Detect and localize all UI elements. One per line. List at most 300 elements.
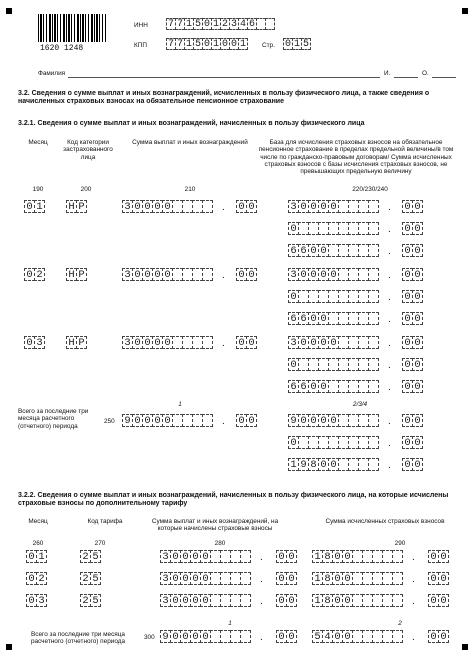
base-kop-field[interactable] (402, 290, 422, 303)
char-cell[interactable]: 2 (80, 594, 91, 607)
char-cell[interactable]: 0 (328, 200, 339, 213)
char-cell[interactable]: 0 (332, 594, 343, 607)
char-cell[interactable]: 0 (180, 572, 191, 585)
char-cell[interactable]: 1 (288, 458, 299, 471)
char-cell[interactable]: Р (76, 200, 87, 213)
amount-kop-field[interactable] (276, 572, 296, 585)
char-cell[interactable]: 3 (230, 19, 237, 30)
char-cell[interactable]: 0 (286, 572, 297, 585)
char-cell[interactable]: 0 (328, 458, 339, 471)
category-code-field[interactable] (66, 268, 86, 281)
contribution-kop-field[interactable] (428, 572, 448, 585)
char-cell[interactable]: 0 (152, 336, 163, 349)
total-base-kop-field[interactable] (402, 436, 422, 449)
char-cell[interactable] (240, 630, 251, 643)
barcode (38, 14, 106, 42)
char-cell[interactable]: 0 (438, 572, 449, 585)
char-cell[interactable] (368, 268, 379, 281)
amount-kop-field[interactable] (236, 268, 256, 281)
char-cell[interactable]: 3 (288, 200, 299, 213)
decimal-point: . (222, 338, 225, 349)
char-cell[interactable]: 0 (332, 550, 343, 563)
base-field[interactable] (288, 358, 378, 371)
char-cell[interactable]: 0 (342, 630, 353, 643)
char-cell[interactable]: 0 (170, 630, 181, 643)
char-cell[interactable]: 0 (298, 336, 309, 349)
char-cell[interactable]: 0 (276, 550, 287, 563)
char-cell[interactable]: 0 (402, 222, 413, 235)
surname-line[interactable] (68, 77, 380, 78)
char-cell[interactable]: 0 (200, 550, 211, 563)
char-cell[interactable]: 5 (194, 39, 201, 50)
char-cell[interactable] (392, 594, 403, 607)
char-cell[interactable]: 0 (412, 380, 423, 393)
base-field[interactable] (288, 268, 378, 281)
char-cell[interactable]: 0 (180, 550, 191, 563)
char-cell[interactable]: 0 (308, 336, 319, 349)
char-cell[interactable]: 0 (236, 336, 247, 349)
total2-contrib-kop[interactable] (428, 630, 448, 643)
char-cell[interactable] (392, 572, 403, 585)
char-cell[interactable]: 0 (428, 550, 439, 563)
char-cell[interactable]: 0 (412, 312, 423, 325)
char-cell[interactable]: 0 (288, 436, 299, 449)
char-cell[interactable]: 5 (90, 572, 101, 585)
char-cell[interactable]: 3 (160, 550, 171, 563)
base-field[interactable] (288, 200, 378, 213)
char-cell[interactable]: 0 (142, 268, 153, 281)
char-cell[interactable]: 0 (342, 594, 353, 607)
contribution-field[interactable] (312, 550, 402, 563)
base-kop-field[interactable] (402, 358, 422, 371)
char-cell[interactable]: 0 (328, 414, 339, 427)
char-cell[interactable]: 0 (286, 594, 297, 607)
char-cell[interactable]: 9 (122, 414, 133, 427)
char-cell[interactable]: 2 (80, 572, 91, 585)
char-cell[interactable]: 0 (402, 458, 413, 471)
char-cell[interactable]: 0 (286, 630, 297, 643)
char-cell[interactable]: 0 (318, 312, 329, 325)
char-cell[interactable]: Н (66, 268, 77, 281)
amount-field[interactable] (122, 200, 212, 213)
char-cell[interactable]: 0 (230, 39, 237, 50)
char-cell[interactable]: 0 (276, 572, 287, 585)
char-cell[interactable] (392, 550, 403, 563)
char-cell[interactable]: 0 (284, 39, 291, 50)
char-cell[interactable]: 0 (298, 414, 309, 427)
char-cell[interactable]: 0 (412, 268, 423, 281)
char-cell[interactable]: 0 (318, 268, 329, 281)
char-cell[interactable]: 0 (246, 268, 257, 281)
char-cell[interactable] (368, 336, 379, 349)
char-cell[interactable]: 3 (36, 594, 47, 607)
char-cell[interactable]: 2 (36, 572, 47, 585)
page-label: Стр. (262, 42, 275, 49)
char-cell[interactable]: 0 (412, 200, 423, 213)
category-code-field[interactable] (66, 200, 86, 213)
char-cell[interactable] (368, 414, 379, 427)
base-kop-field[interactable] (402, 380, 422, 393)
char-cell[interactable]: 0 (152, 200, 163, 213)
char-cell[interactable]: 0 (428, 572, 439, 585)
base-field[interactable] (288, 380, 378, 393)
char-cell[interactable]: 0 (276, 630, 287, 643)
char-cell[interactable]: 6 (298, 244, 309, 257)
char-cell[interactable]: 0 (200, 630, 211, 643)
char-cell[interactable] (368, 290, 379, 303)
char-cell[interactable]: 7 (176, 19, 183, 30)
char-cell[interactable]: 0 (438, 594, 449, 607)
base-kop-field[interactable] (402, 222, 422, 235)
char-cell[interactable]: 0 (190, 594, 201, 607)
char-cell[interactable]: 0 (203, 39, 210, 50)
amount-field[interactable] (160, 594, 250, 607)
char-cell[interactable]: 0 (308, 414, 319, 427)
base-field[interactable] (288, 244, 378, 257)
base-field[interactable] (288, 290, 378, 303)
total2-amount-kop[interactable] (276, 630, 296, 643)
char-cell[interactable]: 3 (288, 336, 299, 349)
char-cell[interactable]: 1 (312, 550, 323, 563)
char-cell[interactable] (368, 458, 379, 471)
char-cell[interactable]: 0 (342, 550, 353, 563)
char-cell[interactable]: 0 (24, 336, 35, 349)
char-cell[interactable] (202, 200, 213, 213)
char-cell[interactable]: 0 (246, 336, 257, 349)
char-cell[interactable]: 0 (412, 336, 423, 349)
amount-kop-field[interactable] (276, 594, 296, 607)
total-base-kop-field[interactable] (402, 458, 422, 471)
char-cell[interactable]: 3 (288, 268, 299, 281)
corner-marker (462, 644, 468, 650)
char-cell[interactable]: 0 (438, 630, 449, 643)
char-cell[interactable]: 0 (236, 268, 247, 281)
base-kop-field[interactable] (402, 268, 422, 281)
char-cell[interactable]: 0 (132, 268, 143, 281)
char-cell[interactable]: 0 (318, 336, 329, 349)
char-cell[interactable]: 0 (200, 572, 211, 585)
char-cell[interactable]: 0 (402, 312, 413, 325)
char-cell[interactable]: 3 (122, 336, 133, 349)
amount-field[interactable] (122, 268, 212, 281)
char-cell[interactable]: 0 (318, 200, 329, 213)
amount-kop-field[interactable] (236, 336, 256, 349)
decimal-point: . (222, 202, 225, 213)
char-cell[interactable] (368, 312, 379, 325)
char-cell[interactable]: 0 (308, 244, 319, 257)
month-field[interactable] (24, 336, 44, 349)
char-cell[interactable]: Н (66, 200, 77, 213)
total-3-2-2-code: 300 (144, 634, 155, 641)
page-number-field[interactable] (283, 38, 310, 50)
initial2-line[interactable] (432, 77, 456, 78)
char-cell[interactable]: 0 (298, 268, 309, 281)
char-cell[interactable]: 9 (298, 458, 309, 471)
total-base-field[interactable] (288, 414, 378, 427)
month-field[interactable] (24, 200, 44, 213)
amount-field[interactable] (160, 550, 250, 563)
char-cell[interactable]: 1 (312, 572, 323, 585)
total2-col1-mark: 1 (228, 620, 232, 627)
char-cell[interactable]: 0 (412, 414, 423, 427)
char-cell[interactable]: 1 (36, 550, 47, 563)
tariff-code-field[interactable] (80, 572, 100, 585)
char-cell[interactable] (240, 572, 251, 585)
amount-kop-field[interactable] (276, 550, 296, 563)
month-field[interactable] (26, 594, 46, 607)
contribution-kop-field[interactable] (428, 550, 448, 563)
contribution-field[interactable] (312, 572, 402, 585)
char-cell[interactable]: 0 (402, 268, 413, 281)
char-cell[interactable]: 8 (322, 550, 333, 563)
char-cell[interactable]: 0 (402, 436, 413, 449)
char-cell[interactable] (368, 244, 379, 257)
char-cell[interactable]: 0 (276, 594, 287, 607)
tariff-code-field[interactable] (80, 594, 100, 607)
char-cell[interactable]: 8 (322, 572, 333, 585)
decimal-point: . (412, 574, 415, 585)
char-cell[interactable]: 0 (152, 414, 163, 427)
char-cell[interactable]: 0 (318, 244, 329, 257)
base-field[interactable] (288, 312, 378, 325)
base-kop-field[interactable] (402, 244, 422, 257)
contribution-field[interactable] (312, 594, 402, 607)
char-cell[interactable] (240, 550, 251, 563)
amount-kop-field[interactable] (236, 200, 256, 213)
char-cell[interactable]: 0 (402, 244, 413, 257)
char-cell[interactable]: 0 (318, 458, 329, 471)
base-kop-field[interactable] (402, 200, 422, 213)
char-cell[interactable]: 2 (80, 550, 91, 563)
char-cell[interactable] (368, 380, 379, 393)
char-cell[interactable]: 0 (132, 336, 143, 349)
char-cell[interactable]: 0 (203, 19, 210, 30)
char-cell[interactable]: 0 (402, 414, 413, 427)
char-cell[interactable]: 0 (428, 630, 439, 643)
char-cell[interactable]: 4 (239, 19, 246, 30)
char-cell[interactable]: 0 (402, 358, 413, 371)
decimal-point: . (260, 596, 263, 607)
base-field[interactable] (288, 222, 378, 235)
total-base-field[interactable] (288, 458, 378, 471)
char-cell[interactable]: 1 (212, 19, 219, 30)
char-cell[interactable]: 5 (90, 594, 101, 607)
decimal-point: . (388, 224, 391, 235)
char-cell[interactable]: 7 (167, 19, 174, 30)
char-cell[interactable]: 0 (190, 572, 201, 585)
char-cell[interactable]: 0 (162, 414, 173, 427)
char-cell[interactable]: 1 (293, 39, 300, 50)
char-cell[interactable]: 0 (142, 200, 153, 213)
char-cell[interactable]: 5 (302, 39, 309, 50)
char-cell[interactable] (368, 436, 379, 449)
initial1-line[interactable] (394, 77, 418, 78)
char-cell[interactable]: 0 (308, 312, 319, 325)
char-cell[interactable]: 0 (412, 244, 423, 257)
char-cell[interactable]: 0 (24, 200, 35, 213)
char-cell[interactable]: 6 (288, 380, 299, 393)
char-cell[interactable]: 0 (402, 380, 413, 393)
char-cell[interactable]: 0 (412, 436, 423, 449)
char-cell[interactable]: 6 (288, 244, 299, 257)
total-amount-field[interactable] (122, 414, 212, 427)
char-cell[interactable] (265, 18, 275, 30)
char-cell[interactable]: 9 (160, 630, 171, 643)
char-cell[interactable]: 0 (236, 200, 247, 213)
char-cell[interactable]: 0 (402, 290, 413, 303)
amount-field[interactable] (160, 572, 250, 585)
char-cell[interactable]: 3 (34, 336, 45, 349)
char-cell[interactable]: 1 (185, 39, 192, 50)
char-cell[interactable]: 7 (167, 39, 174, 50)
total-amount-kop[interactable] (236, 414, 256, 427)
char-cell[interactable]: 0 (328, 268, 339, 281)
char-cell[interactable]: 0 (342, 572, 353, 585)
char-cell[interactable]: 0 (236, 414, 247, 427)
char-cell[interactable]: 4 (322, 630, 333, 643)
total2-amount-field[interactable] (160, 630, 250, 643)
col-month-header: Месяц (28, 139, 48, 146)
code-month-2: 260 (32, 540, 44, 547)
char-cell[interactable]: 0 (190, 550, 201, 563)
char-cell[interactable]: 3 (160, 572, 171, 585)
char-cell[interactable]: 6 (288, 312, 299, 325)
char-cell[interactable]: 0 (412, 222, 423, 235)
base-kop-field[interactable] (402, 336, 422, 349)
char-cell[interactable]: 9 (288, 414, 299, 427)
total-base-kop-field[interactable] (402, 414, 422, 427)
corner-marker (6, 644, 12, 650)
char-cell[interactable]: 1 (239, 39, 246, 50)
total2-contrib-field[interactable] (312, 630, 402, 643)
char-cell[interactable]: 0 (246, 414, 257, 427)
base-kop-field[interactable] (402, 312, 422, 325)
char-cell[interactable]: 0 (288, 358, 299, 371)
char-cell[interactable]: 0 (412, 458, 423, 471)
category-code-field[interactable] (66, 336, 86, 349)
char-cell[interactable]: 0 (402, 200, 413, 213)
kpp-field[interactable] (166, 38, 247, 50)
char-cell[interactable]: 0 (26, 572, 37, 585)
char-cell[interactable]: 0 (142, 414, 153, 427)
char-cell[interactable]: 5 (312, 630, 323, 643)
char-cell[interactable]: 1 (212, 39, 219, 50)
char-cell[interactable] (202, 414, 213, 427)
char-cell[interactable]: 0 (308, 380, 319, 393)
char-cell[interactable]: Р (76, 336, 87, 349)
char-cell[interactable]: 0 (162, 336, 173, 349)
char-cell[interactable]: 0 (318, 414, 329, 427)
char-cell[interactable] (240, 594, 251, 607)
char-cell[interactable]: 0 (402, 336, 413, 349)
char-cell[interactable]: 0 (26, 594, 37, 607)
char-cell[interactable]: 0 (288, 222, 299, 235)
char-cell[interactable]: 0 (132, 200, 143, 213)
char-cell[interactable]: 6 (298, 380, 309, 393)
char-cell[interactable]: 0 (332, 630, 343, 643)
char-cell[interactable]: 0 (162, 268, 173, 281)
char-cell[interactable]: 5 (194, 19, 201, 30)
char-cell[interactable] (202, 336, 213, 349)
char-cell[interactable]: 8 (308, 458, 319, 471)
char-cell[interactable]: 0 (162, 200, 173, 213)
char-cell[interactable]: 0 (308, 200, 319, 213)
char-cell[interactable]: 0 (26, 550, 37, 563)
char-cell[interactable]: 0 (246, 200, 257, 213)
char-cell[interactable]: Р (76, 268, 87, 281)
char-cell[interactable] (368, 200, 379, 213)
char-cell[interactable]: 3 (122, 268, 133, 281)
char-cell[interactable]: 0 (170, 550, 181, 563)
char-cell[interactable]: 8 (322, 594, 333, 607)
char-cell[interactable]: 0 (152, 268, 163, 281)
char-cell[interactable]: 0 (288, 290, 299, 303)
char-cell[interactable]: 0 (132, 414, 143, 427)
char-cell[interactable]: 0 (180, 630, 191, 643)
char-cell[interactable]: 0 (318, 380, 329, 393)
char-cell[interactable]: 0 (170, 594, 181, 607)
contribution-kop-field[interactable] (428, 594, 448, 607)
char-cell[interactable]: 0 (298, 200, 309, 213)
char-cell[interactable]: 6 (248, 19, 255, 30)
char-cell[interactable]: 3 (122, 200, 133, 213)
month-field[interactable] (26, 572, 46, 585)
char-cell[interactable]: 0 (190, 630, 201, 643)
char-cell[interactable]: 6 (298, 312, 309, 325)
total-3-2-2-label: Всего за последние три месяца расчетного (отчетного) периода (30, 631, 126, 646)
char-cell[interactable] (368, 358, 379, 371)
char-cell[interactable]: 7 (176, 39, 183, 50)
amount-field[interactable] (122, 336, 212, 349)
char-cell[interactable] (368, 222, 379, 235)
char-cell[interactable]: 5 (90, 550, 101, 563)
char-cell[interactable]: 1 (312, 594, 323, 607)
initial1-label: И. (384, 70, 391, 77)
char-cell[interactable]: 0 (328, 336, 339, 349)
char-cell[interactable]: 0 (180, 594, 191, 607)
char-cell[interactable]: 0 (142, 336, 153, 349)
month-field[interactable] (26, 550, 46, 563)
char-cell[interactable]: 2 (34, 268, 45, 281)
char-cell[interactable] (202, 268, 213, 281)
char-cell[interactable]: Н (66, 336, 77, 349)
char-cell[interactable]: 0 (412, 290, 423, 303)
char-cell[interactable]: 0 (412, 358, 423, 371)
char-cell[interactable]: 0 (170, 572, 181, 585)
decimal-point: . (388, 314, 391, 325)
char-cell[interactable]: 0 (308, 268, 319, 281)
char-cell[interactable]: 1 (34, 200, 45, 213)
char-cell[interactable]: 0 (286, 550, 297, 563)
char-cell[interactable]: 0 (438, 550, 449, 563)
code-amount: 210 (184, 186, 196, 193)
char-cell[interactable]: 2 (221, 19, 228, 30)
char-cell[interactable]: 3 (160, 594, 171, 607)
month-field[interactable] (24, 268, 44, 281)
total-base-field[interactable] (288, 436, 378, 449)
char-cell[interactable]: 1 (185, 19, 192, 30)
char-cell[interactable]: 0 (200, 594, 211, 607)
tariff-code-field[interactable] (80, 550, 100, 563)
base-field[interactable] (288, 336, 378, 349)
char-cell[interactable]: 0 (428, 594, 439, 607)
char-cell[interactable]: 0 (221, 39, 228, 50)
char-cell[interactable]: 0 (24, 268, 35, 281)
char-cell[interactable]: 0 (332, 572, 343, 585)
inn-field[interactable] (166, 18, 274, 30)
char-cell[interactable] (392, 630, 403, 643)
decimal-point: . (388, 416, 391, 427)
